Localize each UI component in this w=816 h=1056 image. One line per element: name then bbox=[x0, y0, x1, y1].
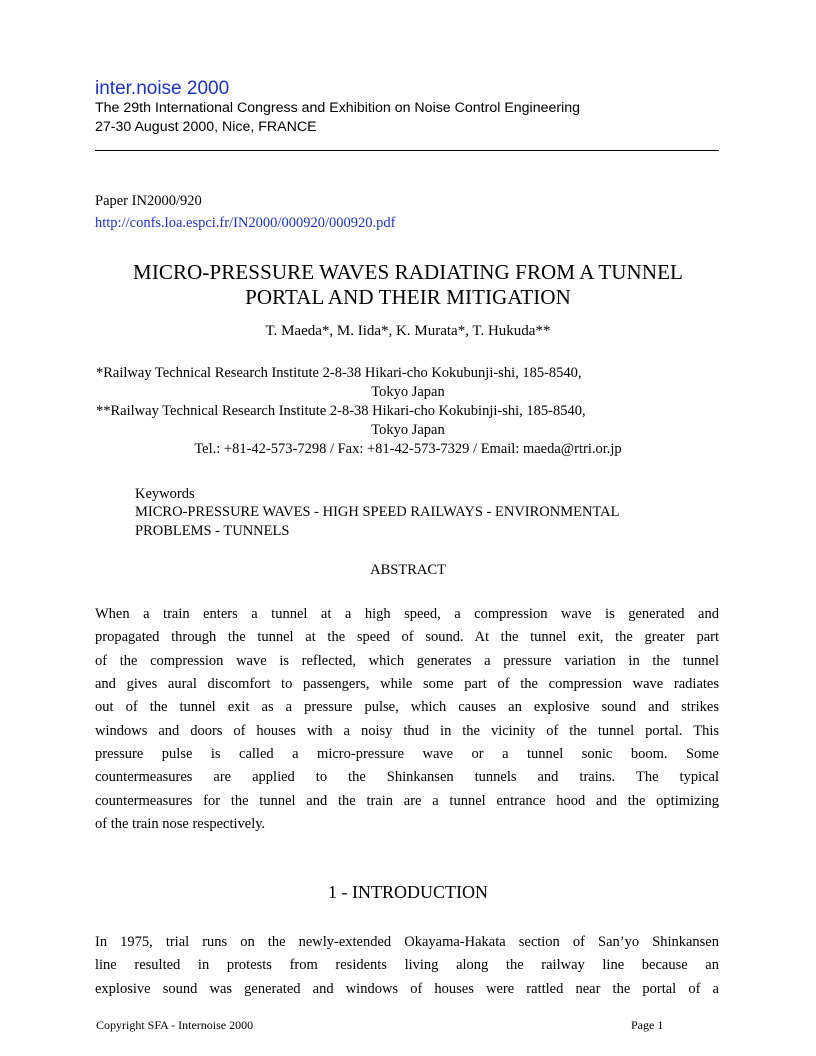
abstract-body bbox=[95, 603, 719, 836]
introduction-line: In 1975, trial runs on the newly-extended Okayama-Hakata section of San’yo Shinkansen bbox=[95, 934, 719, 950]
affiliation-1: *Railway Technical Research Institute 2-8-38 Hikari-cho Kokubunji-shi, 185-8540, bbox=[96, 365, 582, 381]
abstract-line: of the train nose respectively. bbox=[95, 816, 266, 833]
abstract-line: out of the tunnel exit as a pressure pulse, which causes an explosive sound and strikes bbox=[95, 699, 719, 716]
conference-description: The 29th International Congress and Exhibition on Noise Control Engineering bbox=[95, 100, 581, 116]
conference-name: inter.noise 2000 bbox=[95, 78, 230, 99]
abstract-line: countermeasures are applied to the Shinkansen tunnels and trains. The typical bbox=[95, 769, 719, 786]
paper-title-line-2: PORTAL AND THEIR MITIGATION bbox=[245, 285, 571, 309]
affiliation-1-city: Tokyo Japan bbox=[371, 384, 445, 400]
abstract-line: and gives aural discomfort to passengers, while some part of the compression wave radiates bbox=[95, 676, 719, 693]
paper-url-link[interactable]: http://confs.loa.espci.fr/IN2000/000920/000920.pdf bbox=[95, 215, 396, 231]
abstract-line: pressure pulse is called a micro-pressure wave or a tunnel sonic boom. Some bbox=[95, 746, 719, 763]
introduction-body bbox=[95, 931, 719, 1001]
paper-id: Paper IN2000/920 bbox=[95, 193, 202, 209]
abstract-line: countermeasures for the tunnel and the train are a tunnel entrance hood and the optimizing bbox=[95, 792, 719, 809]
footer-copyright: Copyright SFA - Internoise 2000 bbox=[96, 1018, 254, 1032]
footer-page-number: Page 1 bbox=[631, 1018, 664, 1032]
authors: T. Maeda*, M. Iida*, K. Murata*, T. Hukuda** bbox=[265, 323, 551, 339]
abstract-line: When a train enters a tunnel at a high speed, a compression wave is generated and bbox=[95, 606, 719, 622]
keywords-line-1: MICRO-PRESSURE WAVES - HIGH SPEED RAILWAYS - ENVIRONMENTAL bbox=[135, 504, 620, 520]
affiliation-2: **Railway Technical Research Institute 2-8-38 Hikari-cho Kokubinji-shi, 185-8540, bbox=[96, 403, 586, 419]
keywords-label: Keywords bbox=[135, 486, 195, 502]
header-divider bbox=[95, 150, 719, 151]
contact-info: Tel.: +81-42-573-7298 / Fax: +81-42-573-7329 / Email: maeda@rtri.or.jp bbox=[194, 441, 622, 457]
introduction-line: line resulted in protests from residents living along the railway line because an bbox=[95, 957, 719, 974]
paper-title-line-1: MICRO-PRESSURE WAVES RADIATING FROM A TUNNEL bbox=[133, 260, 683, 284]
abstract-line: of the compression wave is reflected, which generates a pressure variation in the tunnel bbox=[95, 652, 719, 669]
introduction-line: explosive sound was generated and windows of houses were rattled near the portal of a bbox=[95, 980, 719, 997]
affiliation-2-city: Tokyo Japan bbox=[371, 422, 445, 438]
abstract-heading: ABSTRACT bbox=[370, 562, 446, 578]
conference-date-location: 27-30 August 2000, Nice, FRANCE bbox=[95, 119, 317, 135]
keywords-line-2: PROBLEMS - TUNNELS bbox=[135, 523, 290, 539]
introduction-heading: 1 - INTRODUCTION bbox=[328, 882, 488, 902]
abstract-line: propagated through the tunnel at the speed of sound. At the tunnel exit, the greater part bbox=[95, 629, 719, 646]
abstract-line: windows and doors of houses with a noisy thud in the vicinity of the tunnel portal. This bbox=[95, 722, 719, 739]
